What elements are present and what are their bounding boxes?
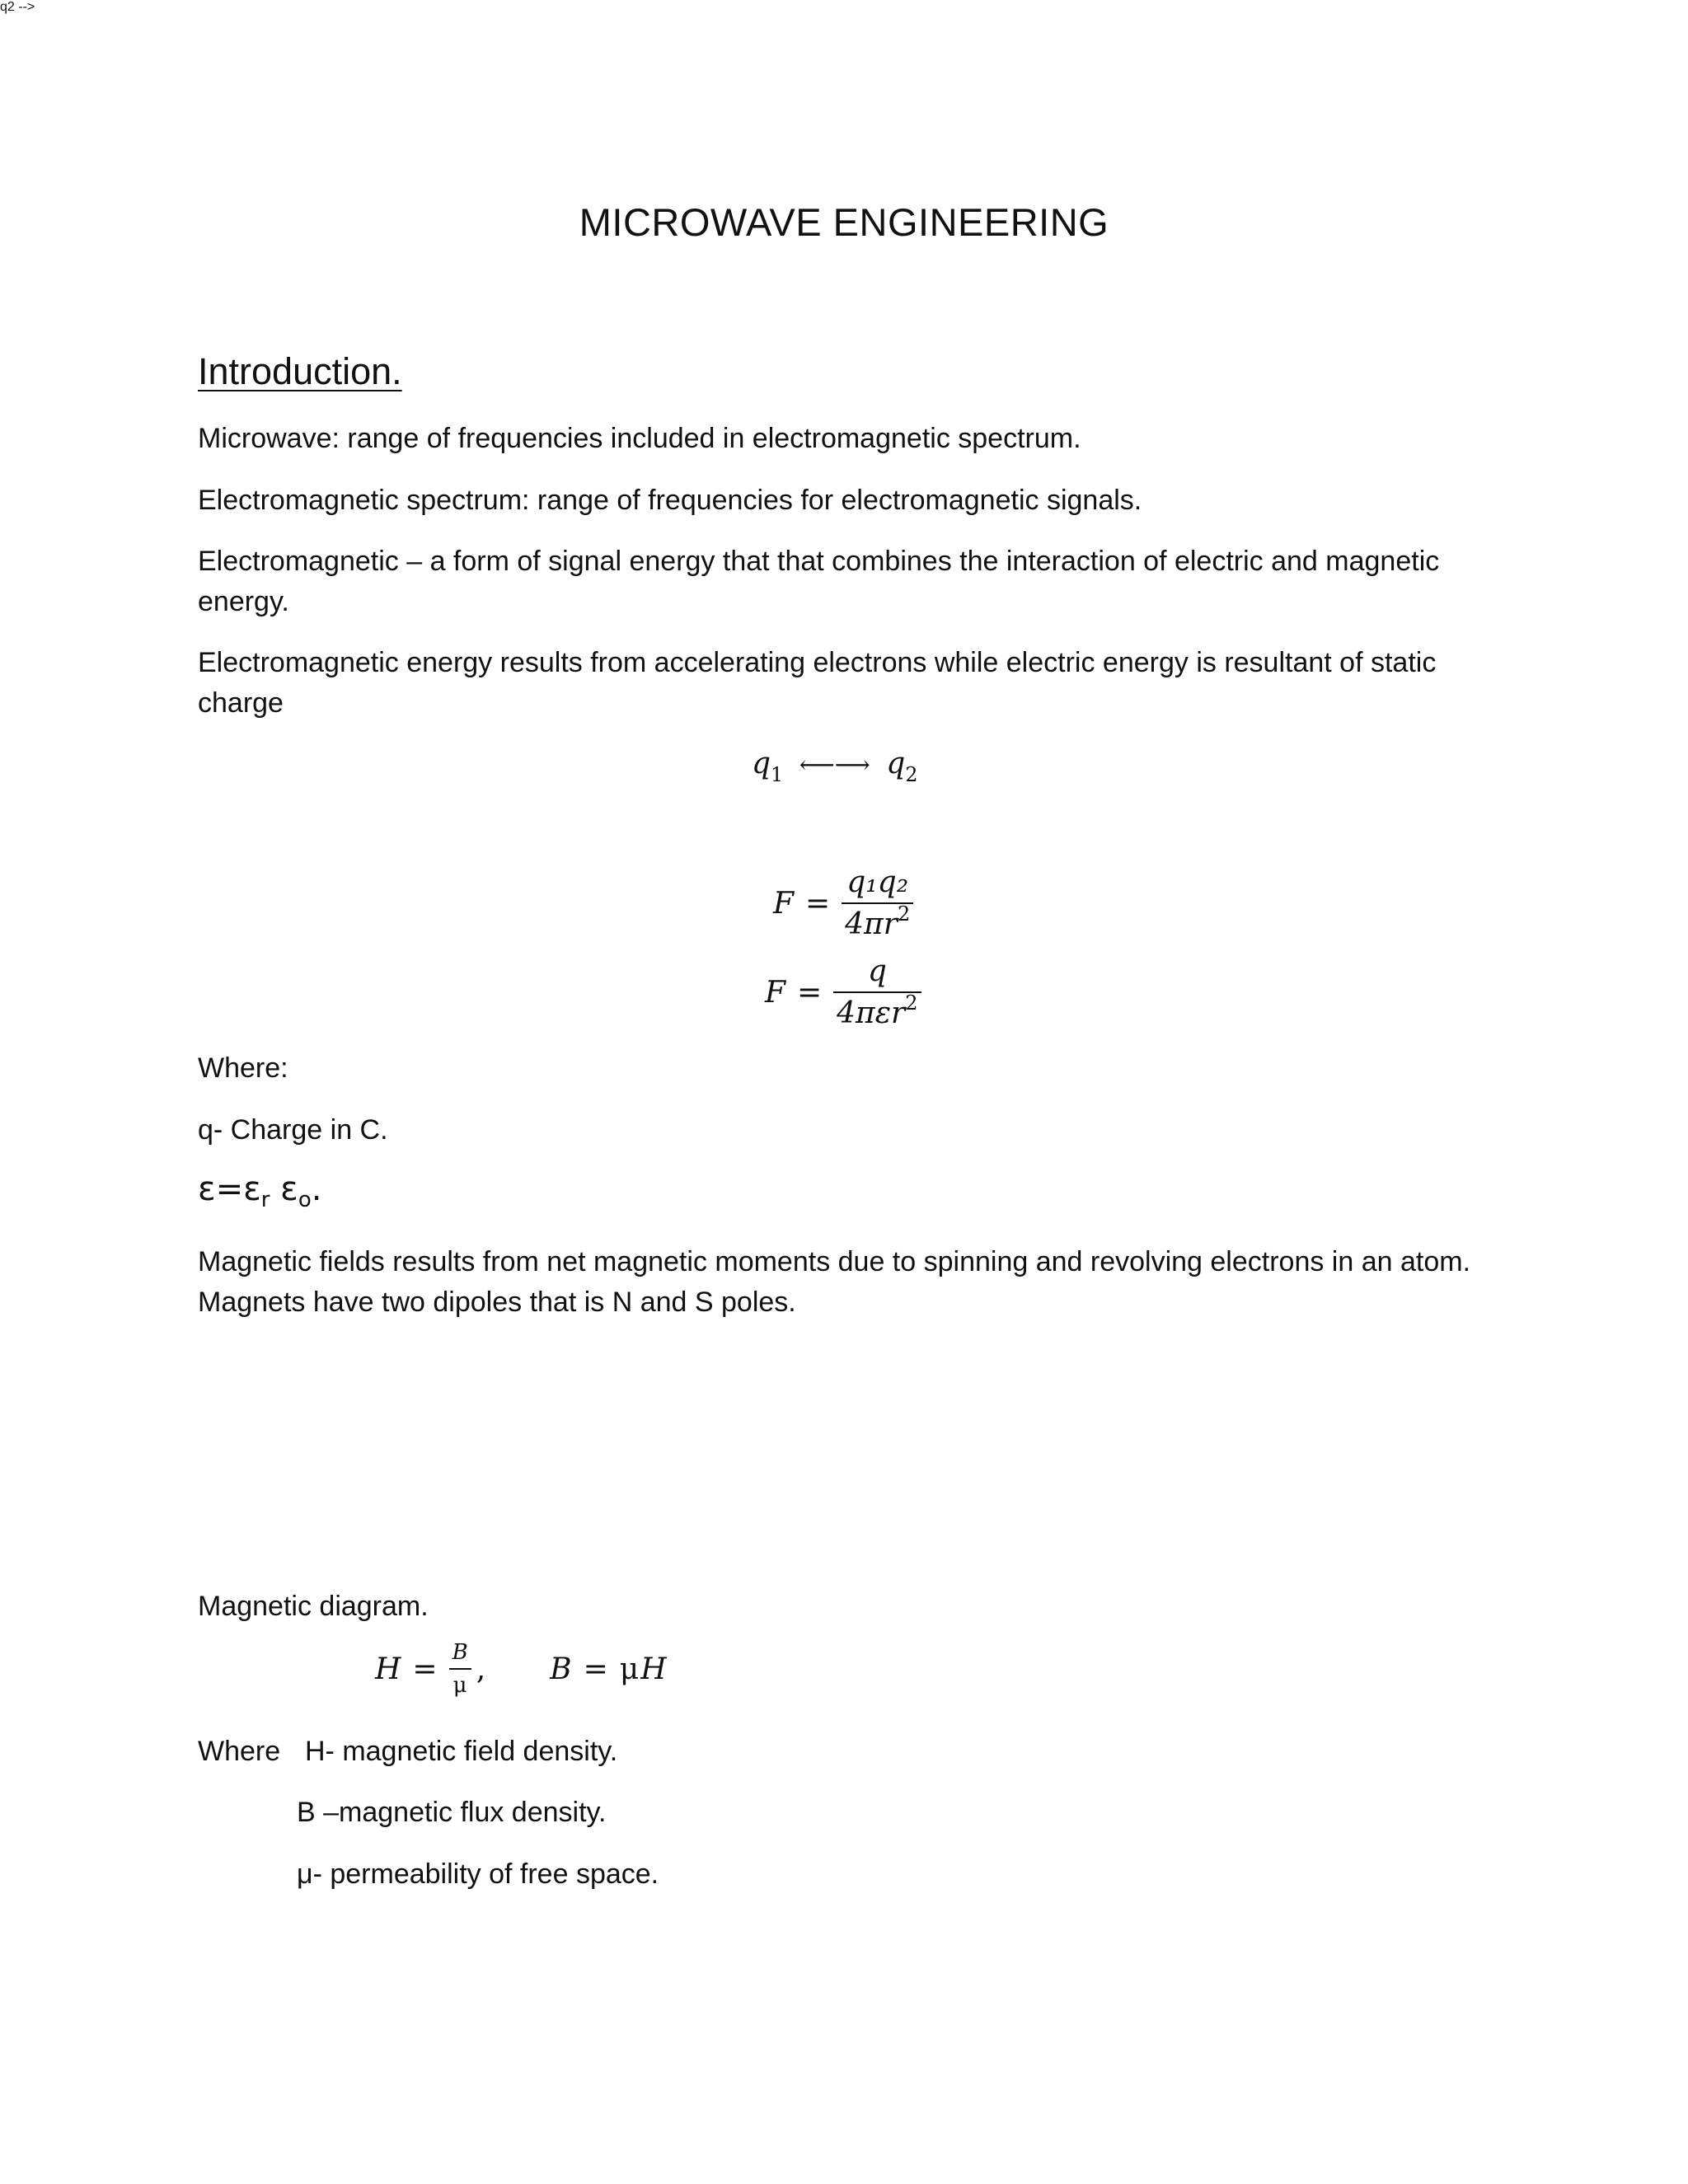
definitions-where: Where bbox=[198, 1736, 281, 1767]
double-arrow-icon: ⟵⟶ bbox=[799, 751, 870, 780]
equation-coulomb-2 bbox=[765, 954, 921, 1030]
equation-1-equals: = bbox=[804, 886, 831, 921]
definition-mu: μ- permeability of free space. bbox=[297, 1858, 659, 1890]
equation-coulomb-1 bbox=[773, 865, 913, 941]
equation-4-lhs: B bbox=[550, 1652, 572, 1686]
equation-3-denominator: μ bbox=[452, 1673, 467, 1698]
equation-2-lhs: F bbox=[765, 975, 785, 1010]
definition-h: H- magnetic field density. bbox=[305, 1736, 618, 1767]
equation-3-fraction bbox=[449, 1640, 471, 1698]
equation-4-var: H bbox=[640, 1652, 667, 1686]
permittivity-lhs: ɛ=ɛ bbox=[198, 1170, 261, 1208]
equation-2-exponent: 2 bbox=[905, 991, 918, 1015]
equation-2-fraction bbox=[833, 954, 921, 1030]
permittivity-period: . bbox=[311, 1170, 322, 1208]
paragraph-spectrum: Electromagnetic spectrum: range of frequencies for electromagnetic signals. bbox=[198, 485, 1142, 516]
paragraph-microwave: Microwave: range of frequencies included in electromagnetic spectrum. bbox=[198, 423, 1081, 454]
where-label: Where: bbox=[198, 1052, 288, 1084]
charge-q2-subscript: 2 bbox=[905, 763, 918, 786]
definition-b: B –magnetic flux density. bbox=[297, 1797, 607, 1828]
document-title: MICROWAVE ENGINEERING bbox=[579, 200, 1109, 244]
equation-3-numerator: B bbox=[452, 1640, 468, 1665]
equation-1-numerator: q₁q₂ bbox=[846, 865, 909, 899]
charge-q1-subscript: 1 bbox=[771, 763, 784, 786]
equation-1-lhs: F bbox=[773, 886, 794, 921]
equation-magnetic-field bbox=[375, 1640, 667, 1698]
equation-1-denominator-text: 4πr bbox=[845, 907, 898, 941]
charge-definition: q- Charge in C. bbox=[198, 1114, 388, 1146]
permittivity-epsilon: ɛ bbox=[270, 1170, 298, 1208]
equation-4-mu: μ bbox=[619, 1652, 640, 1686]
equation-2-denominator-text: 4πεr bbox=[837, 996, 906, 1030]
permittivity-sub-o: o bbox=[298, 1188, 312, 1212]
document-page: MICROWAVE ENGINEERING Introduction. Microwave: range of frequencies included in electromagnetic spectrum. Electromagnetic spectrum: range of frequencies for electromagnetic signals. Electromagnetic – a form of signal energy that that combines the interaction of electric and magnetic energy. Electromagnetic energy results from accelerating electrons while electric energy is resultant of static charge q2 --> $q_1$ ⟵⟶ $q_2$ F = $\frac{\text{q₁q₂}}{4\pi r^2}$ F = $\frac{q}{4\pi\varepsilon r^2}$ Where: q- Charge in C. ɛ=ɛ$_r$ ɛ$_o$. Magnetic fields results from net magnetic moments due to spinning and revolving electrons in an atom. Magnets have two dipoles that is N and S poles. Magnetic diagram. H = $\frac{B}{\mu}$ , B = μ H Where H- magnetic field density. B –magnetic flux density. μ- permeability of free space. bbox=[0, 0, 1688, 2184]
equation-1-denominator bbox=[842, 904, 913, 941]
equation-1-fraction bbox=[842, 865, 913, 941]
charges-interaction bbox=[752, 747, 918, 786]
equation-2-numerator: q bbox=[867, 954, 887, 988]
magnetic-diagram-label: Magnetic diagram. bbox=[198, 1591, 429, 1622]
equation-3-equals: = bbox=[412, 1652, 438, 1686]
paragraph-electromagnetic: Electromagnetic – a form of signal energy that that combines the interaction of electric and magnetic energy. bbox=[198, 546, 1440, 617]
equation-4-equals: = bbox=[583, 1652, 608, 1686]
section-heading: Introduction. bbox=[198, 350, 402, 392]
equation-2-equals: = bbox=[796, 975, 823, 1010]
equation-3-lhs: H bbox=[375, 1652, 401, 1686]
paragraph-energy: Electromagnetic energy results from accelerating electrons while electric energy is resultant of static charge bbox=[198, 647, 1437, 719]
magnetic-fields-text-2: Magnets have two dipoles that is N and S poles. bbox=[198, 1286, 796, 1318]
equation-3-comma: , bbox=[476, 1652, 486, 1686]
permittivity-equation bbox=[198, 1170, 322, 1212]
equation-2-denominator bbox=[833, 993, 921, 1030]
charge-q1: q bbox=[752, 747, 771, 780]
charge-q2: q bbox=[886, 747, 906, 780]
permittivity-sub-r: r bbox=[260, 1188, 270, 1212]
magnetic-fields-text-1: Magnetic fields results from net magnetic moments due to spinning and revolving electrons in an atom. bbox=[198, 1246, 1471, 1277]
equation-1-exponent: 2 bbox=[897, 902, 911, 926]
